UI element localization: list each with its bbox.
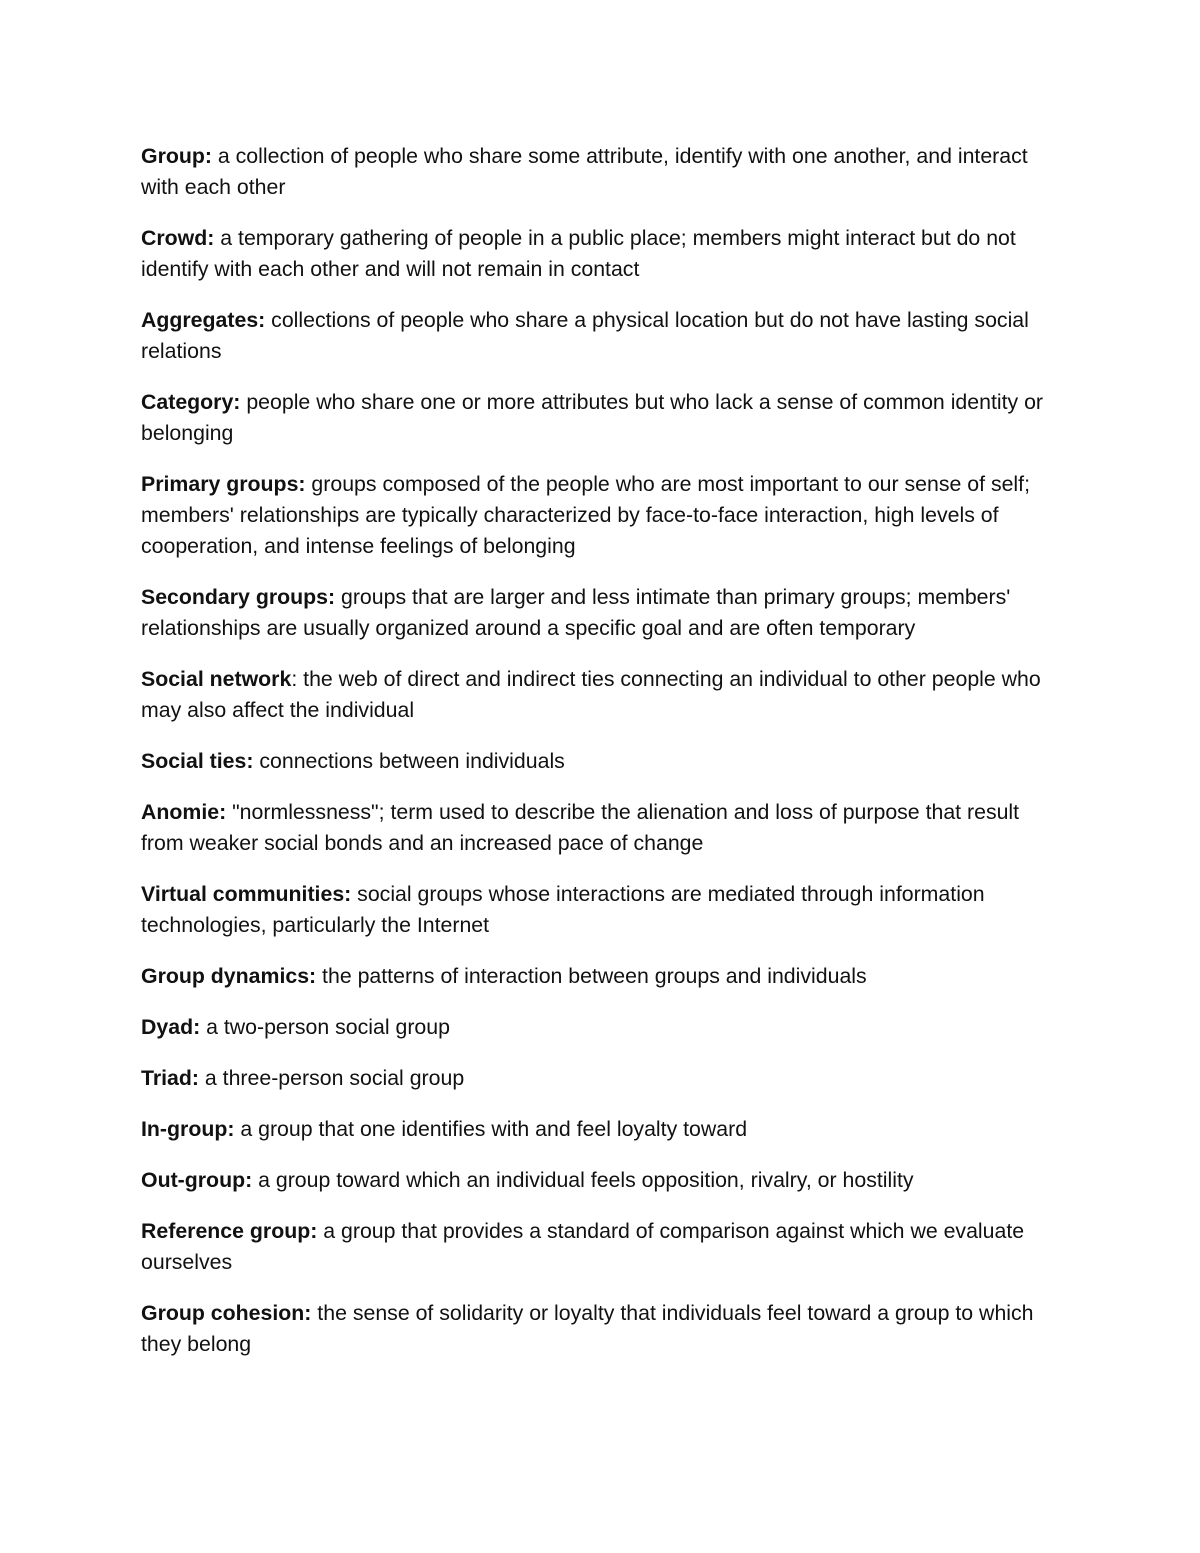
- definition: connections between individuals: [253, 749, 565, 773]
- term: Social network: [141, 667, 292, 691]
- glossary-entry-reference-group: [141, 1216, 1066, 1278]
- term: Triad:: [141, 1066, 199, 1090]
- term: Anomie:: [141, 800, 227, 824]
- definition: collections of people who share a physical location but do not have lasting social relations: [141, 308, 1029, 363]
- glossary-entry-category: [141, 387, 1066, 449]
- definition: groups composed of the people who are most important to our sense of self; members' relationships are typically characterized by face-to-face interaction, high levels of cooperation, and intense feelings of belonging: [141, 472, 1030, 558]
- term: Reference group:: [141, 1219, 318, 1243]
- term: Group:: [141, 144, 212, 168]
- glossary-entry-group-cohesion: [141, 1298, 1066, 1360]
- definition: a temporary gathering of people in a public place; members might interact but do not identify with each other and will not remain in contact: [141, 226, 1016, 281]
- glossary-entry-group: [141, 141, 1066, 203]
- definition: social groups whose interactions are mediated through information technologies, particularly the Internet: [141, 882, 985, 937]
- term: Social ties:: [141, 749, 254, 773]
- definition: a group that one identifies with and feel loyalty toward: [234, 1117, 748, 1141]
- glossary-entry-social-network: [141, 664, 1066, 726]
- term: Crowd:: [141, 226, 215, 250]
- glossary-entry-triad: [141, 1063, 1066, 1094]
- glossary-entry-social-ties: [141, 746, 1066, 777]
- term: Aggregates:: [141, 308, 266, 332]
- glossary-entry-virtual-communities: [141, 879, 1066, 941]
- definition: a collection of people who share some attribute, identify with one another, and interact with each other: [141, 144, 1028, 199]
- glossary-entry-primary-groups: [141, 469, 1066, 562]
- definition: people who share one or more attributes but who lack a sense of common identity or belonging: [141, 390, 1044, 445]
- glossary-entry-in-group: [141, 1114, 1066, 1145]
- term: Out-group:: [141, 1168, 253, 1192]
- definition: groups that are larger and less intimate than primary groups; members' relationships are usually organized around a specific goal and are often temporary: [141, 585, 1011, 640]
- definition: the patterns of interaction between groups and individuals: [316, 964, 867, 988]
- term: Virtual communities:: [141, 882, 352, 906]
- definition: a group toward which an individual feels opposition, rivalry, or hostility: [252, 1168, 914, 1192]
- definition: the sense of solidarity or loyalty that individuals feel toward a group to which they belong: [141, 1301, 1034, 1356]
- glossary-entry-out-group: [141, 1165, 1066, 1196]
- definition: a three-person social group: [198, 1066, 465, 1090]
- term: Group dynamics:: [141, 964, 317, 988]
- term: Group cohesion:: [141, 1301, 312, 1325]
- glossary-entry-crowd: [141, 223, 1066, 285]
- term: Secondary groups:: [141, 585, 336, 609]
- definition: : the web of direct and indirect ties connecting an individual to other people who may also affect the individual: [141, 667, 1041, 722]
- glossary-entry-dyad: [141, 1012, 1066, 1043]
- definition: a two-person social group: [200, 1015, 450, 1039]
- glossary-list: [141, 141, 1066, 1380]
- definition: a group that provides a standard of comparison against which we evaluate ourselves: [141, 1219, 1025, 1274]
- glossary-entry-anomie: [141, 797, 1066, 859]
- glossary-entry-secondary-groups: [141, 582, 1066, 644]
- term: Dyad:: [141, 1015, 201, 1039]
- term: In-group:: [141, 1117, 235, 1141]
- glossary-entry-group-dynamics: [141, 961, 1066, 992]
- glossary-entry-aggregates: [141, 305, 1066, 367]
- term: Category:: [141, 390, 241, 414]
- definition: "normlessness"; term used to describe the alienation and loss of purpose that result from weaker social bonds and an increased pace of change: [141, 800, 1020, 855]
- term: Primary groups:: [141, 472, 306, 496]
